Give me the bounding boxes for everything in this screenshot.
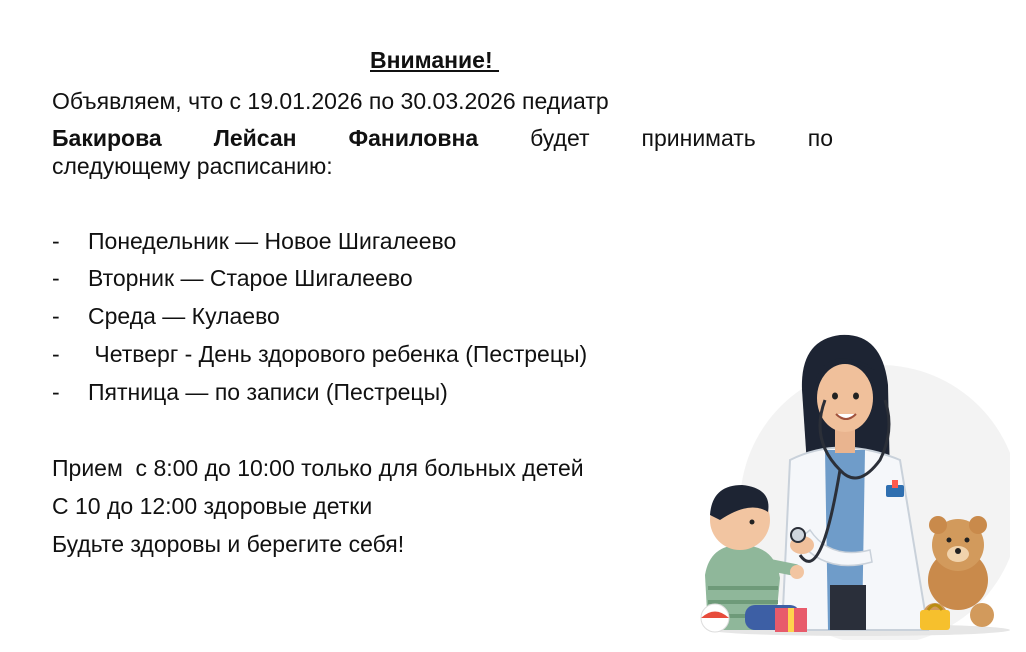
schedule-item-text: Четверг - День здорового ребенка (Пестрецы) [88,341,588,367]
notice-doctor-paragraph [52,124,833,180]
schedule-item-text: Пятница — по записи (Пестрецы) [88,379,448,405]
bullet-dash: - [52,379,60,405]
schedule-item [52,265,413,292]
intro-cont-1: будет принимать по [530,125,834,151]
doctor-line [52,124,833,152]
schedule-item-text: Вторник — Старое Шигалеево [88,265,413,291]
schedule-item-text: Среда — Кулаево [88,303,280,329]
schedule-item [52,379,448,406]
schedule-item [52,341,587,368]
footer-line: С 10 до 12:00 здоровые детки [52,493,373,519]
doctor-name: Бакирова Лейсан Фаниловна [52,125,479,151]
notice-intro: Объявляем, что с 19.01.2026 по 30.03.2026 педиатр [52,88,609,114]
bullet-dash: - [52,265,60,291]
schedule-item [52,228,456,255]
bullet-dash: - [52,228,60,254]
footer-line: Прием с 8:00 до 10:00 только для больных детей [52,455,584,481]
bullet-dash: - [52,341,60,367]
schedule-item-text: Понедельник — Новое Шигалеево [88,228,457,254]
intro-cont-2: следующему расписанию: [52,153,333,179]
doctor-illustration [690,330,1010,640]
footer-line: Будьте здоровы и берегите себя! [52,531,405,557]
bullet-dash: - [52,303,60,329]
schedule-item [52,303,280,330]
notice-title: Внимание! [370,47,500,73]
